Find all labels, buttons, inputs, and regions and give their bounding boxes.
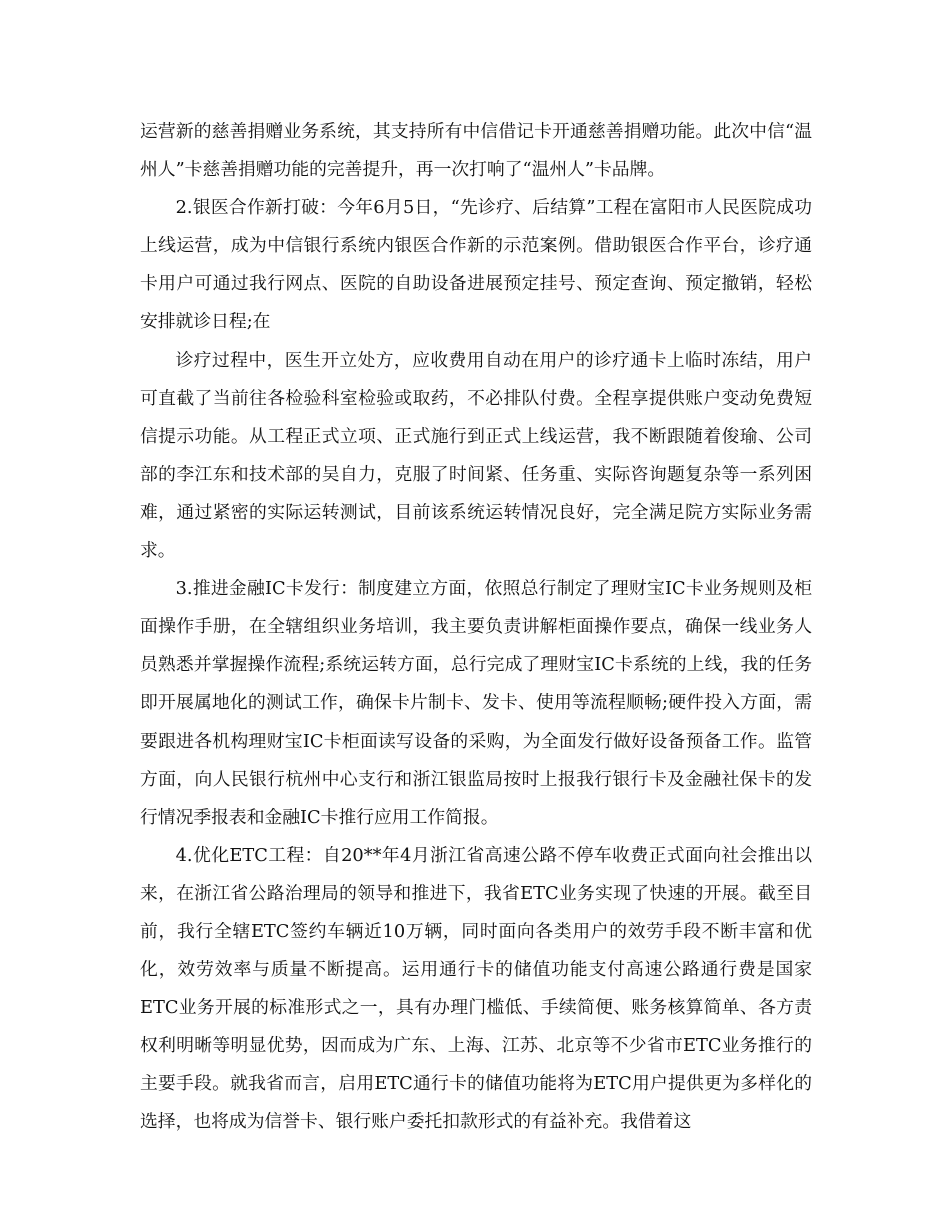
document-body [140, 113, 812, 1142]
paragraph-item-4: 4.优化ETC工程：自20**年4月浙江省高速公路不停车收费正式面向社会推出以来，在浙江省公路治理局的领导和推进下，我省ETC业务实现了快速的开展。截至目前，我行全辖ETC签约车辆近10万辆，同时面向各类用户的效劳手段不断丰富和优化，效劳效率与质量不断提高。运用通行卡的储值功能支付高速公路通行费是国家ETC业务开展的标准形式之一，具有办理门槛低、手续简便、账务核算简单、各方责权利明晰等明显优势，因而成为广东、上海、江苏、北京等不少省市ETC业务推行的主要手段。就我省而言，启用ETC通行卡的储值功能将为ETC用户提供更为多样化的选择，也将成为信誉卡、银行账户委托扣款形式的有益补充。我借着这 [140, 844, 812, 1133]
paragraph-continuation: 运营新的慈善捐赠业务系统，其支持所有中信借记卡开通慈善捐赠功能。此次中信“温州人”卡慈善捐赠功能的完善提升，再一次打响了“温州人”卡品牌。 [140, 121, 812, 181]
paragraph-item-3: 3.推进金融IC卡发行：制度建立方面，依照总行制定了理财宝IC卡业务规则及柜面操作手册，在全辖组织业务培训，我主要负责讲解柜面操作要点，确保一线业务人员熟悉并掌握操作流程;系统运转方面，总行完成了理财宝IC卡系统的上线，我的任务即开展属地化的测试工作，确保卡片制卡、发卡、使用等流程顺畅;硬件投入方面，需要跟进各机构理财宝IC卡柜面读写设备的采购，为全面发行做好设备预备工作。监管方面，向人民银行杭州中心支行和浙江银监局按时上报我行银行卡及金融社保卡的发行情况季报表和金融IC卡推行应用工作简报。 [140, 578, 812, 828]
paragraph-item-2-continued: 诊疗过程中，医生开立处方，应收费用自动在用户的诊疗通卡上临时冻结，用户可直截了当前往各检验科室检验或取药，不必排队付费。全程享提供账户变动免费短信提示功能。从工程正式立项、正式施行到正式上线运营，我不断跟随着俊瑜、公司部的李江东和技术部的吴自力，克服了时间紧、任务重、实际咨询题复杂等一系列困难，通过紧密的实际运转测试，目前该系统运转情况良好，完全满足院方实际业务需求。 [140, 349, 812, 562]
paragraph-item-2: 2.银医合作新打破：今年6月5日，“先诊疗、后结算”工程在富阳市人民医院成功上线运营，成为中信银行系统内银医合作新的示范案例。借助银医合作平台，诊疗通卡用户可通过我行网点、医院的自助设备进展预定挂号、预定查询、预定撤销，轻松安排就诊日程;在 [140, 197, 812, 333]
